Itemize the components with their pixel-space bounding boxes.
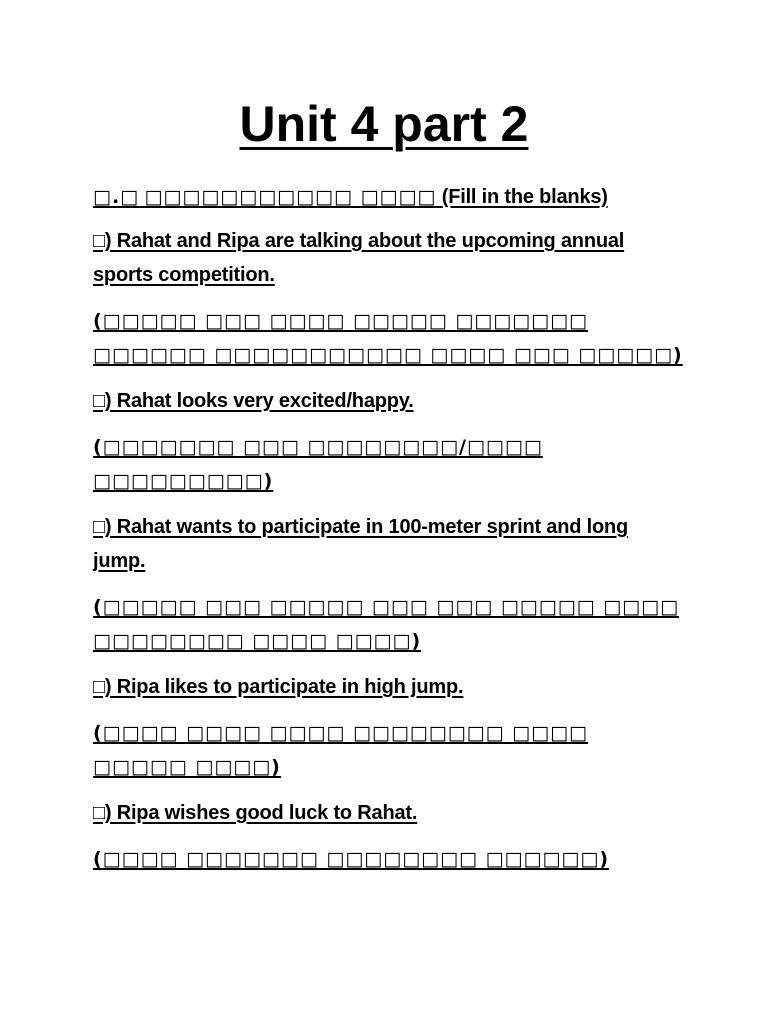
item-4-english: □) Ripa likes to participate in high jump. xyxy=(93,676,464,698)
item-5-bangla: (□□□□ □□□□□□□ □□□□□□□□ □□□□□□) xyxy=(93,848,610,870)
item-1-english: □) Rahat and Ripa are talking about the upcoming annual sports competition. xyxy=(93,230,625,286)
document-body xyxy=(93,180,683,888)
section-heading-bangla: □□□□□□□□□□□ □□□□ xyxy=(144,186,437,208)
section-heading-english: (Fill in the blanks) xyxy=(441,186,608,208)
item-2-bangla: (□□□□□□□ □□□ □□□□□□□□/□□□□ □□□□□□□□□) xyxy=(93,436,543,492)
page-title: Unit 4 part 2 xyxy=(239,96,529,152)
item-4-bangla: (□□□□ □□□□ □□□□ □□□□□□□□ □□□□ □□□□□ □□□□) xyxy=(93,722,588,778)
item-3-english: □) Rahat wants to participate in 100-meter sprint and long jump. xyxy=(93,516,629,572)
section-heading xyxy=(93,180,683,214)
item-2-english: □) Rahat looks very excited/happy. xyxy=(93,390,414,412)
item-5-english: □) Ripa wishes good luck to Rahat. xyxy=(93,802,418,824)
item-1-bangla: (□□□□□ □□□ □□□□ □□□□□ □□□□□□□ □□□□□□ □□□□□□□□□□□ □□□□ □□□ □□□□□) xyxy=(93,310,683,366)
section-number: □.□ xyxy=(93,186,140,208)
item-3-bangla: (□□□□□ □□□ □□□□□ □□□ □□□ □□□□□ □□□□ □□□□□□□□ □□□□ □□□□) xyxy=(93,596,680,652)
